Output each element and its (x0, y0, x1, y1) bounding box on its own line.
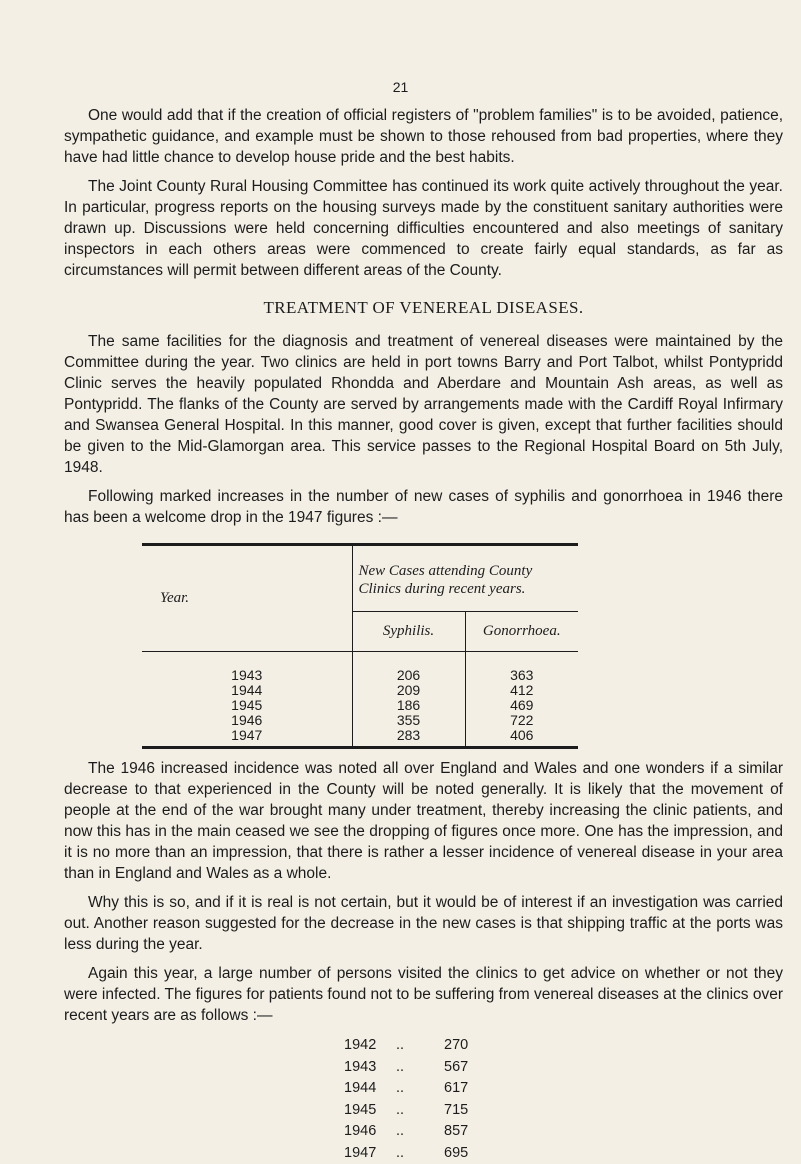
paragraph-facilities: The same facilities for the diagnosis and treatment of venereal diseases were maintained by the Committee during the year. Two clinics are held in port towns Barry and Port Talbot, whilst Pontypridd Clinic serves the heavily populated Rhondda and Aberdare and Mountain Ash areas, as well as Pontypridd. The flanks of the County are served by arrangements made with the Cardiff Royal Infirmary and Swansea General Hospital. In this manner, good cover is given, except that further facilities should be given to the Mid-Glamorgan area. This service passes to the Regional Hospital Board on 5th July, 1948. (64, 331, 783, 478)
list-leader: .. (396, 1100, 444, 1122)
list-value: 695 (444, 1143, 484, 1164)
list-leader: .. (396, 1057, 444, 1079)
table-cell-syphilis: 186 (352, 698, 465, 713)
list-value: 617 (444, 1078, 484, 1100)
table-cell-syphilis: 206 (352, 652, 465, 684)
table-cell-syphilis: 355 (352, 713, 465, 728)
table-cell-gonorrhoea: 722 (465, 713, 578, 728)
paragraph-1946-incidence: The 1946 increased incidence was noted all over England and Wales and one wonders if a similar decrease to that experienced in the County will be noted generally. It is likely that the movement of people at the end of the war brought many under treatment, thereby increasing the clinic patients, and now this has in the main ceased we see the dropping of figures once more. One has the impression, and it is no more than an impression, that there is rather a lesser incidence of venereal disease in your area than in England and Wales as a whole. (64, 758, 783, 884)
list-year: 1943 (344, 1057, 396, 1079)
list-value: 715 (444, 1100, 484, 1122)
paragraph-increases: Following marked increases in the number of new cases of syphilis and gonorrhoea in 1946 there has been a welcome drop in the 1947 figures :— (64, 486, 783, 528)
list-year: 1942 (344, 1035, 396, 1057)
list-item (344, 1143, 783, 1164)
list-item (344, 1035, 783, 1057)
table-row (142, 652, 578, 684)
table-cell-year: 1943 (142, 652, 352, 684)
table-cell-year: 1947 (142, 728, 352, 748)
list-leader: .. (396, 1035, 444, 1057)
table-header-gonorrhoea: Gonorrhoea. (465, 611, 578, 651)
non-vd-patients-list (344, 1035, 783, 1164)
table-cell-gonorrhoea: 412 (465, 683, 578, 698)
list-year: 1944 (344, 1078, 396, 1100)
paragraph-advice-visits: Again this year, a large number of persons visited the clinics to get advice on whether or not they were infected. The figures for patients found not to be suffering from venereal diseases at the clinics over recent years are as follows :— (64, 963, 783, 1026)
list-year: 1945 (344, 1100, 396, 1122)
table-cell-gonorrhoea: 406 (465, 728, 578, 748)
table-cell-gonorrhoea: 469 (465, 698, 578, 713)
table-header-year: Year. (142, 545, 352, 652)
table-cell-gonorrhoea: 363 (465, 652, 578, 684)
list-year: 1947 (344, 1143, 396, 1164)
paragraph-problem-families: One would add that if the creation of official registers of "problem families" is to be avoided, patience, sympathetic guidance, and example must be shown to those rehoused from bad properties, where they have had little chance to develop house pride and the best habits. (64, 105, 783, 168)
new-cases-table (142, 543, 578, 749)
table-row (142, 728, 578, 748)
list-item (344, 1057, 783, 1079)
table-cell-year: 1946 (142, 713, 352, 728)
list-value: 567 (444, 1057, 484, 1079)
table-header-syphilis: Syphilis. (352, 611, 465, 651)
table-cell-syphilis: 209 (352, 683, 465, 698)
list-leader: .. (396, 1121, 444, 1143)
table-cell-syphilis: 283 (352, 728, 465, 748)
table-cell-year: 1944 (142, 683, 352, 698)
paragraph-housing-committee: The Joint County Rural Housing Committee has continued its work quite actively throughout the year. In particular, progress reports on the housing surveys made by the constituent sanitary authorities were drawn up. Discussions were held concerning difficulties encountered and also meetings of sanitary inspectors in each others areas were commenced to create fairly equal standards, as far as circumstances will permit between different areas of the County. (64, 176, 783, 281)
list-item (344, 1078, 783, 1100)
list-leader: .. (396, 1143, 444, 1164)
list-item (344, 1121, 783, 1143)
table-header-new-cases: New Cases attending County Clinics during recent years. (352, 545, 578, 612)
list-year: 1946 (344, 1121, 396, 1143)
paragraph-why: Why this is so, and if it is real is not certain, but it would be of interest if an investigation was carried out. Another reason suggested for the decrease in the new cases is that shipping traffic at the ports was less during the year. (64, 892, 783, 955)
list-value: 270 (444, 1035, 484, 1057)
table-cell-year: 1945 (142, 698, 352, 713)
section-heading: TREATMENT OF VENEREAL DISEASES. (64, 298, 783, 318)
list-leader: .. (396, 1078, 444, 1100)
table-row (142, 713, 578, 728)
document-body (64, 105, 783, 1164)
list-item (344, 1100, 783, 1122)
table-row (142, 683, 578, 698)
list-value: 857 (444, 1121, 484, 1143)
table-row (142, 698, 578, 713)
page-number: 21 (0, 79, 801, 95)
